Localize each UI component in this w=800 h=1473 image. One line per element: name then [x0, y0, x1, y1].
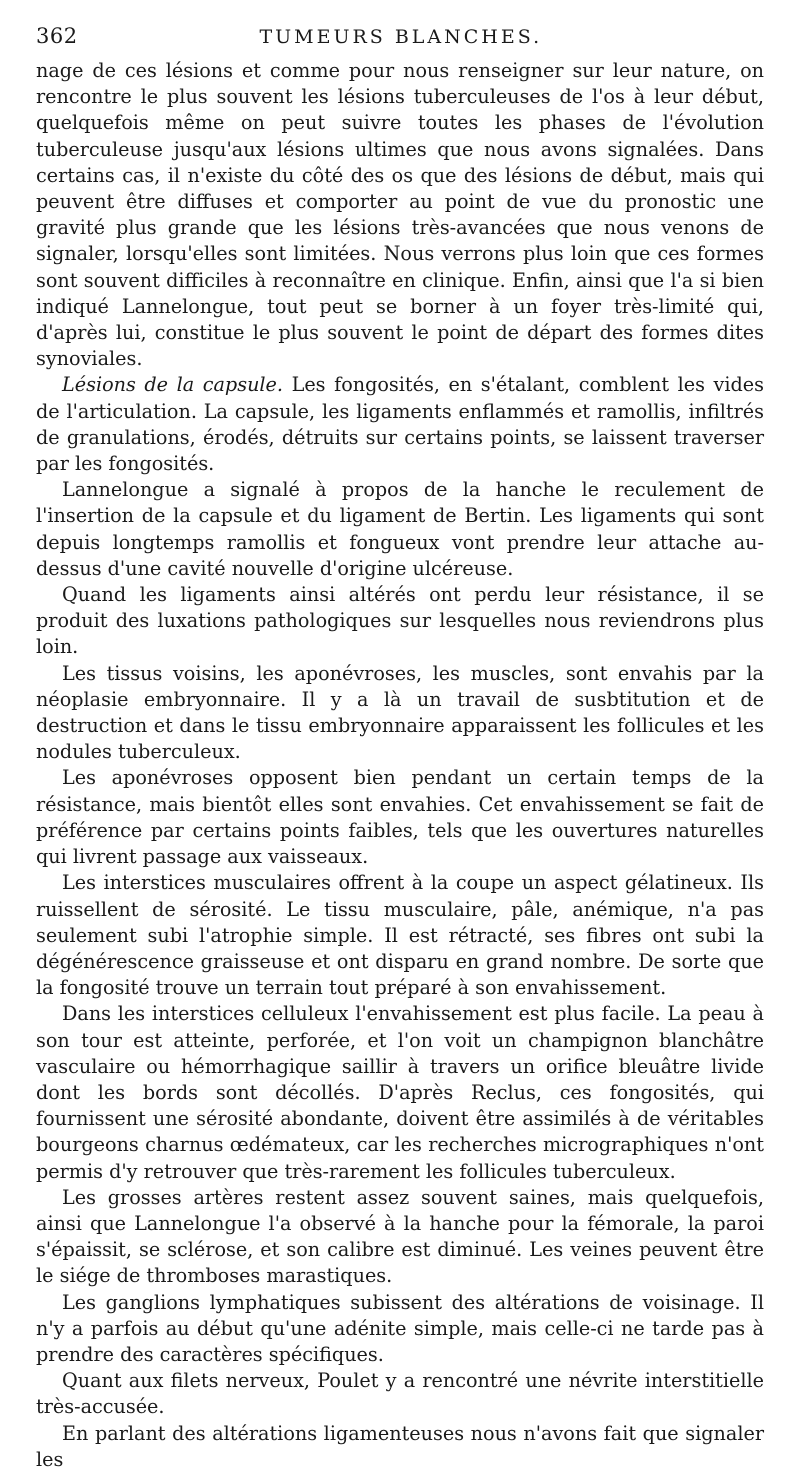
- body-text: [36, 58, 764, 1473]
- paragraph-text: Les ganglions lymphatiques subissent des altérations de voisinage. Il n'y a parfois au début qu'une adénite simple, mais celle-ci ne tarde pas à prendre des caractères spécifiques.: [36, 1290, 764, 1366]
- paragraph-text: Les grosses artères restent assez souvent saines, mais quelquefois, ainsi que Lannelongue l'a observé à la hanche pour la fémorale, la paroi s'épaissit, se sclérose, et son calibre est diminué. Les veines peuvent être le siége de thromboses marastiques.: [36, 1185, 764, 1288]
- page-header: [36, 24, 764, 58]
- running-head: TUMEURS BLANCHES.: [259, 26, 543, 48]
- paragraph-text: Dans les interstices celluleux l'envahissement est plus facile. La peau à son tour est atteinte, perforée, et l'on voit un champignon blanchâtre vasculaire ou hémorrhagique saillir à travers un orifice bleuâtre livide dont les bords sont décollés. D'après Reclus, ces fongosités, qui fournissent une sérosité abondante, doivent être assimilés à de véritables bourgeons charnus œdémateux, car les recherches micrographiques n'ont permis d'y retrouver que très-rarement les follicules tuberculeux.: [36, 1002, 764, 1183]
- paragraph: [36, 765, 764, 870]
- paragraph-text: nage de ces lésions et comme pour nous renseigner sur leur nature, on rencontre le plus souvent les lésions tuberculeuses de l'os à leur début, quelquefois même on peut suivre toutes les phases de l'évolution tuberculeuse jusqu'aux lésions ultimes que nous avons signalées. Dans certains cas, il n'existe du côté des os que des lésions de début, mais qui peuvent être diffuses et comporter au point de vue du pronostic une gravité plus grande que les lésions très-avancées que nous venons de signaler, lorsqu'elles sont limitées. Nous verrons plus loin que ces formes sont souvent difficiles à reconnaître en clinique. Enfin, ainsi que l'a si bien indiqué Lannelongue, tout peut se borner à un foyer très-limité qui, d'après lui, constitue le plus souvent le point de départ des formes dites synoviales.: [36, 59, 764, 371]
- section-lead: Lésions de la capsule.: [62, 373, 284, 397]
- paragraph: [36, 1368, 764, 1420]
- paragraph: [36, 477, 764, 582]
- paragraph: [36, 58, 764, 372]
- paragraph: [36, 1001, 764, 1184]
- paragraph-text: Les tissus voisins, les aponévroses, les muscles, sont envahis par la néoplasie embryonnaire. Il y a là un travail de susbtitution et de destruction et dans le tissu embryonnaire apparaissent les follicules et les nodules tuberculeux.: [36, 661, 764, 764]
- paragraph-text: En parlant des altérations ligamenteuses nous n'avons fait que signaler les: [36, 1421, 764, 1471]
- paragraph: [36, 661, 764, 766]
- paragraph-text: Lannelongue a signalé à propos de la hanche le reculement de l'insertion de la capsule et du ligament de Bertin. Les ligaments qui sont depuis longtemps ramollis et fongueux vont prendre leur attache au-dessus d'une cavité nouvelle d'origine ulcéreuse.: [36, 478, 764, 580]
- paragraph-text: Quant aux filets nerveux, Poulet y a rencontré une névrite interstitielle très-accusée.: [36, 1369, 764, 1419]
- paragraph: [36, 1185, 764, 1290]
- paragraph: [36, 870, 764, 1001]
- paragraph-text: Les fongosités, en s'étalant, comblent les vides de l'articulation. La capsule, les ligaments enflammés et ramollis, infiltrés de granulations, érodés, détruits sur certains points, se laissent traverser par les fongosités.: [36, 373, 764, 476]
- paragraph: [36, 1290, 764, 1369]
- paragraph-text: Les interstices musculaires offrent à la coupe un aspect gélatineux. Ils ruissellent de sérosité. Le tissu musculaire, pâle, anémique, n'a pas seulement subi l'atrophie simple. Il est rétracté, ses fibres ont subi la dégénérescence graisseuse et ont disparu en grand nombre. De sorte que la fongosité trouve un terrain tout préparé à son envahissement.: [36, 871, 764, 1000]
- paragraph-text: Quand les ligaments ainsi altérés ont perdu leur résistance, il se produit des luxations pathologiques sur lesquelles nous reviendrons plus loin.: [36, 583, 764, 659]
- paragraph: [36, 372, 764, 477]
- paragraph: [36, 582, 764, 661]
- paragraph: [36, 1421, 764, 1473]
- page-number: 362: [36, 24, 78, 48]
- paragraph-text: Les aponévroses opposent bien pendant un certain temps de la résistance, mais bientôt elles sont envahies. Cet envahissement se fait de préférence par certains points faibles, tels que les ouvertures naturelles qui livrent passage aux vaisseaux.: [36, 766, 764, 869]
